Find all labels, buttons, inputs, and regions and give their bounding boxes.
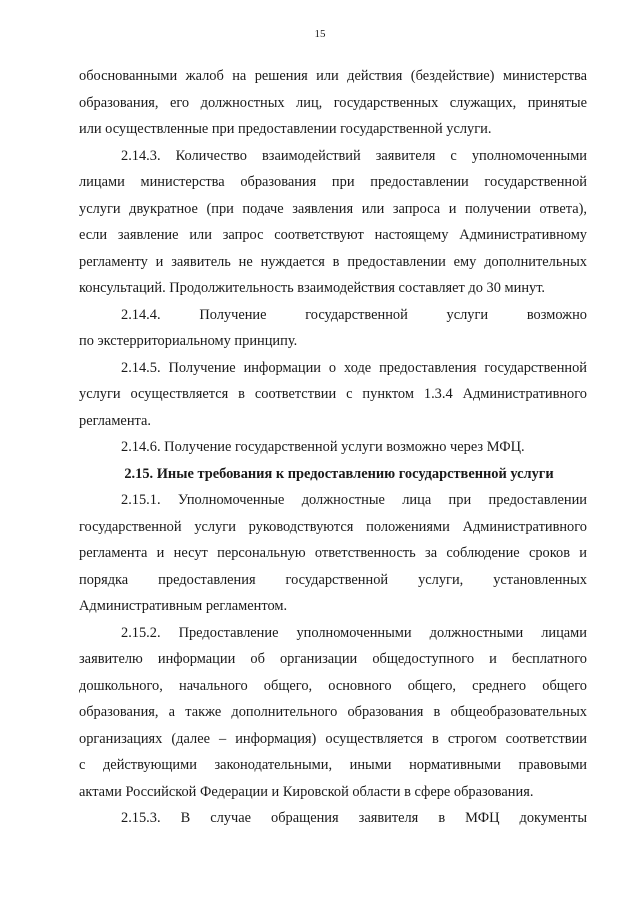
paragraph-line: или осуществленные при предоставлении государственной услуги. xyxy=(79,121,492,137)
paragraph-line: актами Российской Федерации и Кировской области в сфере образования. xyxy=(79,783,534,800)
paragraph-line: 2.14.5. Получение информации о ходе предоставления государственной xyxy=(121,359,587,376)
page-number: 15 xyxy=(314,28,326,40)
paragraph-line: услуги двукратное (при подаче заявления или запроса и получении ответа), xyxy=(79,200,587,217)
paragraph xyxy=(79,302,587,355)
section-heading-2-15: 2.15. Иные требования к предоставлению государственной услуги xyxy=(124,465,554,482)
paragraph-line: если заявление или запрос соответствуют настоящему Административному xyxy=(79,227,587,243)
paragraph-line: 2.15.2. Предоставление уполномоченными должностными лицами xyxy=(121,624,587,641)
paragraph-line: 2.15.1. Уполномоченные должностные лица при предоставлении xyxy=(121,492,587,508)
paragraph xyxy=(79,620,587,806)
paragraph-line: 2.14.4. Получение государственной услуги возможно xyxy=(121,306,587,323)
paragraph-line: регламенту и заявитель не нуждается в предоставлении ему дополнительных xyxy=(79,253,587,270)
paragraph-line: Административным регламентом. xyxy=(79,598,288,614)
paragraph xyxy=(79,143,587,302)
paragraph-line: лицами министерства образования при предоставлении государственной xyxy=(79,174,587,190)
paragraph-line: образования, а также дополнительного образования в общеобразовательных xyxy=(79,704,587,720)
paragraph-group-2-14 xyxy=(79,63,587,461)
paragraph-line: 2.14.3. Количество взаимодействий заявителя с уполномоченными xyxy=(121,147,587,164)
paragraph-line: регламента и несут персональную ответственность за соблюдение сроков и xyxy=(79,545,587,561)
paragraph-line: услуги осуществляется в соответствии с пунктом 1.3.4 Административного xyxy=(79,386,587,402)
paragraph-group-2-15 xyxy=(79,487,587,832)
paragraph-line: обоснованными жалоб на решения или действия (бездействие) министерства xyxy=(79,68,587,84)
paragraph xyxy=(79,63,587,143)
paragraph-line: дошкольного, начального общего, основного общего, среднего общего xyxy=(79,677,587,694)
paragraph xyxy=(79,487,587,620)
paragraph-line: заявителю информации об организации общедоступного и бесплатного xyxy=(79,651,587,667)
paragraph-line: государственной услуги руководствуются положениями Административного xyxy=(79,518,587,535)
paragraph-line: регламента. xyxy=(79,412,151,429)
paragraph xyxy=(79,355,587,435)
paragraph-line: по экстерриториальному принципу. xyxy=(79,333,298,349)
paragraph-line: 2.14.6. Получение государственной услуги возможно через МФЦ. xyxy=(121,439,525,455)
paragraph-line: 2.15.3. В случае обращения заявителя в МФЦ документы xyxy=(121,810,587,826)
paragraph-line: организациях (далее – информация) осуществляется в строгом соответствии xyxy=(79,730,587,747)
paragraph xyxy=(79,805,587,832)
paragraph-line: консультаций. Продолжительность взаимодействия составляет до 30 минут. xyxy=(79,280,546,296)
paragraph-line: с действующими законодательными, иными нормативными правовыми xyxy=(79,757,587,773)
paragraph-line: порядка предоставления государственной услуги, установленных xyxy=(79,571,587,588)
paragraph xyxy=(79,434,587,461)
paragraph-line: образования, его должностных лиц, государственных служащих, принятые xyxy=(79,94,587,111)
document-body xyxy=(79,63,587,832)
